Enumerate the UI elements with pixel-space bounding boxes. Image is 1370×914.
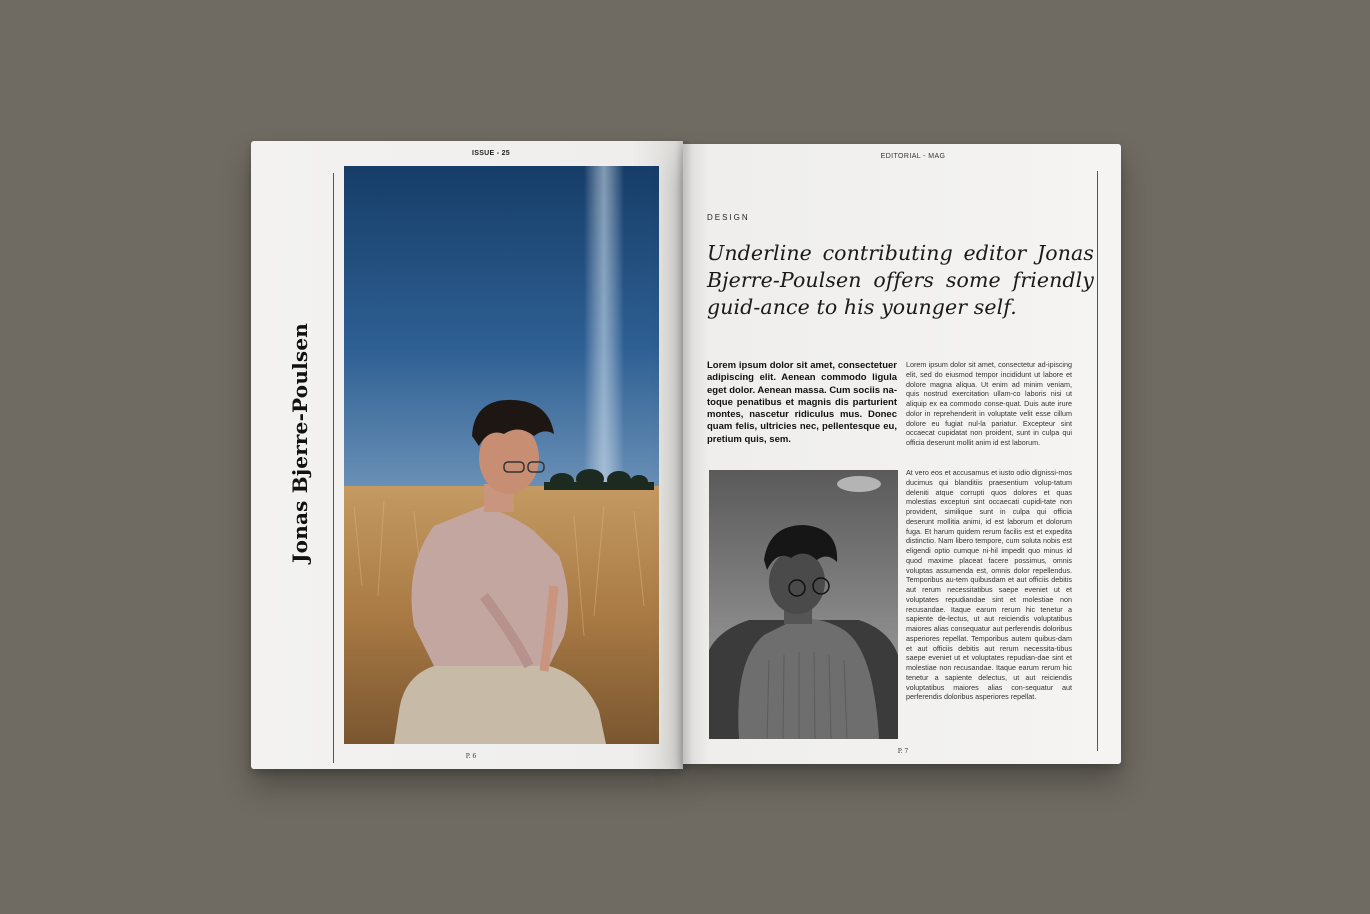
headline: Underline contributing editor Jonas Bjerre-Poulsen offers some friendly guid-ance to his younger self. <box>707 241 1094 319</box>
right-page <box>683 144 1121 764</box>
body-paragraph-1: Lorem ipsum dolor sit amet, consectetur ad-ipiscing elit, sed do eiusmod tempor incididunt ut labore et dolore magna aliqua. Ut enim ad minim veniam, quis nostrud exercitation ullam-co laboris nisi ut aliquip ex ea commodo conse-quat. Duis aute irure dolor in reprehenderit in voluptate velit esse cillum dolore eu fugiat nul-la pariatur. Excepteur sint occaecat cupidatat non proident, sunt in culpa qui officia deserunt mollit anim id est laborum. <box>906 360 1072 447</box>
page-number-left: P. 6 <box>465 753 477 760</box>
issue-label: ISSUE - 25 <box>471 150 510 157</box>
brand-label: EDITORIAL - MAG <box>880 153 946 160</box>
vertical-name-title: Jonas Bjerre-Poulsen <box>288 323 312 563</box>
portrait-photo <box>709 470 898 739</box>
section-label: DESIGN <box>707 213 750 222</box>
hero-photo-image <box>344 166 659 744</box>
left-page <box>251 141 683 769</box>
vertical-rule <box>333 173 334 763</box>
page-number-right: P. 7 <box>897 748 909 755</box>
portrait-photo-image <box>709 470 898 739</box>
vertical-rule-right <box>1097 171 1098 751</box>
hero-photo <box>344 166 659 744</box>
lead-paragraph: Lorem ipsum dolor sit amet, consectetuer adipiscing elit. Aenean commodo ligula eget dolor. Aenean massa. Cum sociis na-toque penatibus et magnis dis parturient montes, nascetur ridiculus mus. Donec quam felis, ultricies nec, pellentesque eu, pretium quis, sem. <box>707 360 897 445</box>
body-paragraph-2: At vero eos et accusamus et iusto odio dignissi-mos ducimus qui blanditiis praesentium volup-tatum deleniti atque corrupti quos dolores et quas molestias excepturi sint occaecati cupidi-tate non provident, similique sunt in culpa qui officia deserunt mollitia animi, id est laborum et dolorum fuga. Et harum quidem rerum facilis est et expedita distinctio. Nam libero tempore, cum soluta nobis est eligendi optio cumque ni-hil impedit quo minus id quod maxime placeat facere possimus, omnis voluptas assumenda est, omnis dolor repellendus. Temporibus au-tem quibusdam et aut officiis debitis aut rerum necessitatibus saepe eveniet ut et voluptates repudiandae sint et molestiae non recusandae. Itaque earum rerum hic tenetur a sapiente de-lectus, ut aut reiciendis voluptatibus maiores alias consequatur aut perferendis doloribus asperiores repellat. Temporibus autem quibus-dam et aut officiis debitis aut rerum necessita-tibus saepe eveniet ut et voluptates repudian-dae sint et molestiae non recusandae. Itaque earum rerum hic tenetur a sapiente delectus, ut aut reiciendis voluptatibus maiores alias con-sequatur aut perferendis doloribus asperiores repellat. <box>906 468 1072 702</box>
